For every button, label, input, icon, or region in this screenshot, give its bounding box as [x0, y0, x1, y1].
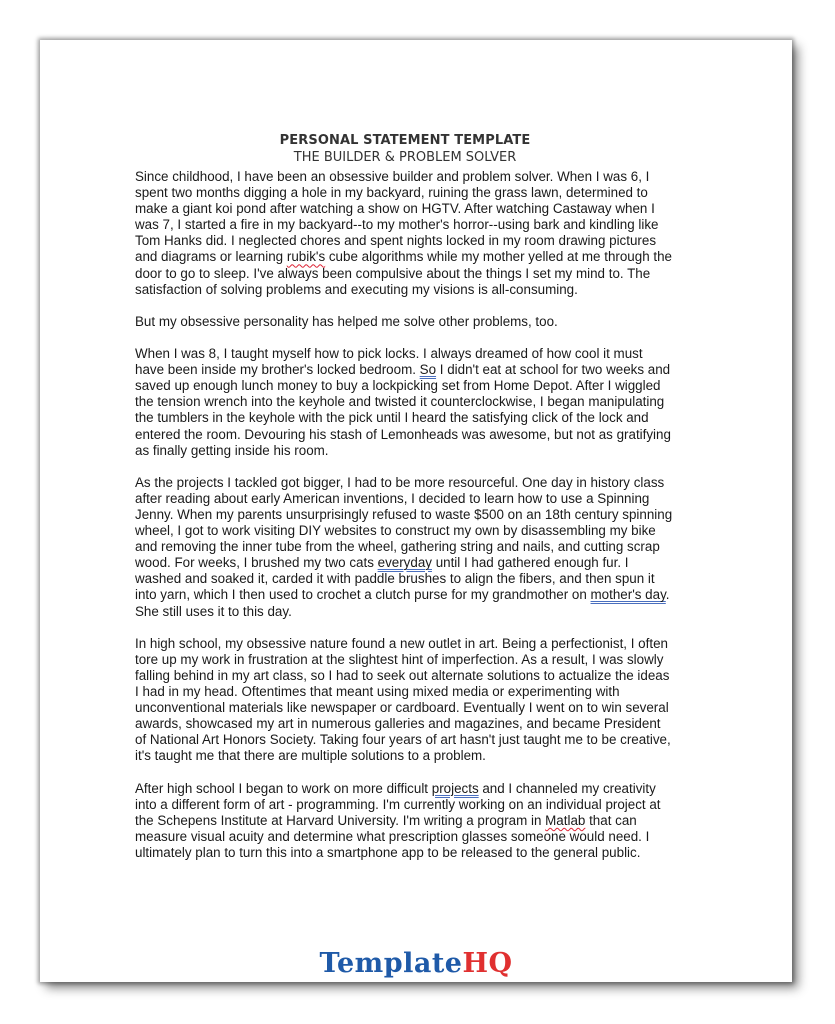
document-page — [40, 40, 792, 982]
grammar-flag[interactable]: everyday — [377, 555, 432, 571]
logo-word-hq: HQ — [462, 948, 513, 979]
grammar-flag[interactable]: So — [419, 362, 437, 378]
paragraph-4 — [135, 475, 675, 620]
logo-word-template: Template — [319, 948, 463, 979]
text-run: . She still uses it to this day. — [135, 587, 670, 619]
document-title: PERSONAL STATEMENT TEMPLATE — [279, 133, 531, 148]
text-run: cube algorithms while my mother yelled at me through the door to go to sleep. I've always been compulsive about the things I set my mind to. The satisfaction of solving problems and executing my visions is all-consuming. — [135, 249, 672, 297]
paragraph-3 — [135, 346, 675, 459]
document-subtitle: THE BUILDER & PROBLEM SOLVER — [293, 150, 517, 165]
text-run: until I had gathered enough fur. I washed and soaked it, carded it with paddle brushes to align the fibers, and then spun it into yarn, which I then used to crochet a clutch purse for my grandmother on — [135, 555, 655, 603]
text-run: Since childhood, I have been an obsessive builder and problem solver. When I was 6, I spent two months digging a hole in my backyard, ruining the grass lawn, determined to make a giant koi pond after watching a show on HGTV. After watching Castaway when I was 7, I started a fire in my backyard--to my mother's horror--using bark and kindling like Tom Hanks did. I neglected chores and spent nights locked in my room drawing pictures and diagrams or learning — [135, 169, 659, 265]
text-run: In high school, my obsessive nature found a new outlet in art. Being a perfectionist, I often tore up my work in frustration at the slightest hint of imperfection. As a result, I was slowly falling behind in my art class, so I had to seek out alternate solutions to actualize the ideas I had in my head. Oftentimes that meant using mixed media or experimenting with unconventional materials like newspaper or cardboard. Eventually I went on to win several awards, showcased my art in numerous galleries and magazines, and became President of National Art Honors Society. Taking four years of art hasn't just taught me to be creative, it's taught me that there are multiple solutions to a problem. — [135, 635, 671, 764]
paragraph-5 — [135, 636, 675, 765]
paragraph-1 — [135, 169, 675, 298]
text-run: After high school I began to work on more difficult — [135, 780, 432, 796]
text-run: When I was 8, I taught myself how to pick locks. I always dreamed of how cool it must have been inside my brother's locked bedroom. — [135, 346, 643, 378]
text-run: that can measure visual acuity and determine what prescription glasses someone would need. I ultimately plan to turn this into a smartphone app to be released to the general public. — [135, 812, 650, 860]
spelling-flag[interactable]: Matlab — [545, 812, 586, 828]
text-run: and I channeled my creativity into a different form of art - programming. I'm currently working on an individual project at the Schepens Institute at Harvard University. I'm writing a program in — [135, 780, 661, 828]
spelling-flag[interactable]: rubik's — [286, 249, 326, 265]
grammar-flag[interactable]: projects — [431, 780, 479, 796]
text-run: But my obsessive personality has helped me solve other problems, too. — [135, 313, 558, 329]
grammar-flag[interactable]: mother's day — [590, 587, 666, 603]
paragraph-6 — [135, 781, 675, 861]
text-run: I didn't eat at school for two weeks and saved up enough lunch money to buy a lockpicking set from Home Depot. After I wiggled the tension wrench into the keyhole and twisted it counterclockwise, I began manipulating the tumblers in the keyhole with the pick until I heard the satisfying click of the lock and entered the room. Devouring his stash of Lemonheads was awesome, but not as gratifying as finally getting inside his room. — [135, 362, 671, 458]
document-body — [135, 132, 675, 877]
templatehq-logo — [40, 948, 792, 979]
text-run: As the projects I tackled got bigger, I had to be more resourceful. One day in history class after reading about early American inventions, I decided to learn how to use a Spinning Jenny. When my parents unsurprisingly refused to waste $500 on an 18th century spinning wheel, I got to work visiting DIY websites to construct my own by disassembling my bike and removing the inner tube from the wheel, gathering string and nails, and cutting scrap wood. For weeks, I brushed my two cats — [135, 474, 673, 571]
paragraph-2 — [135, 314, 675, 330]
